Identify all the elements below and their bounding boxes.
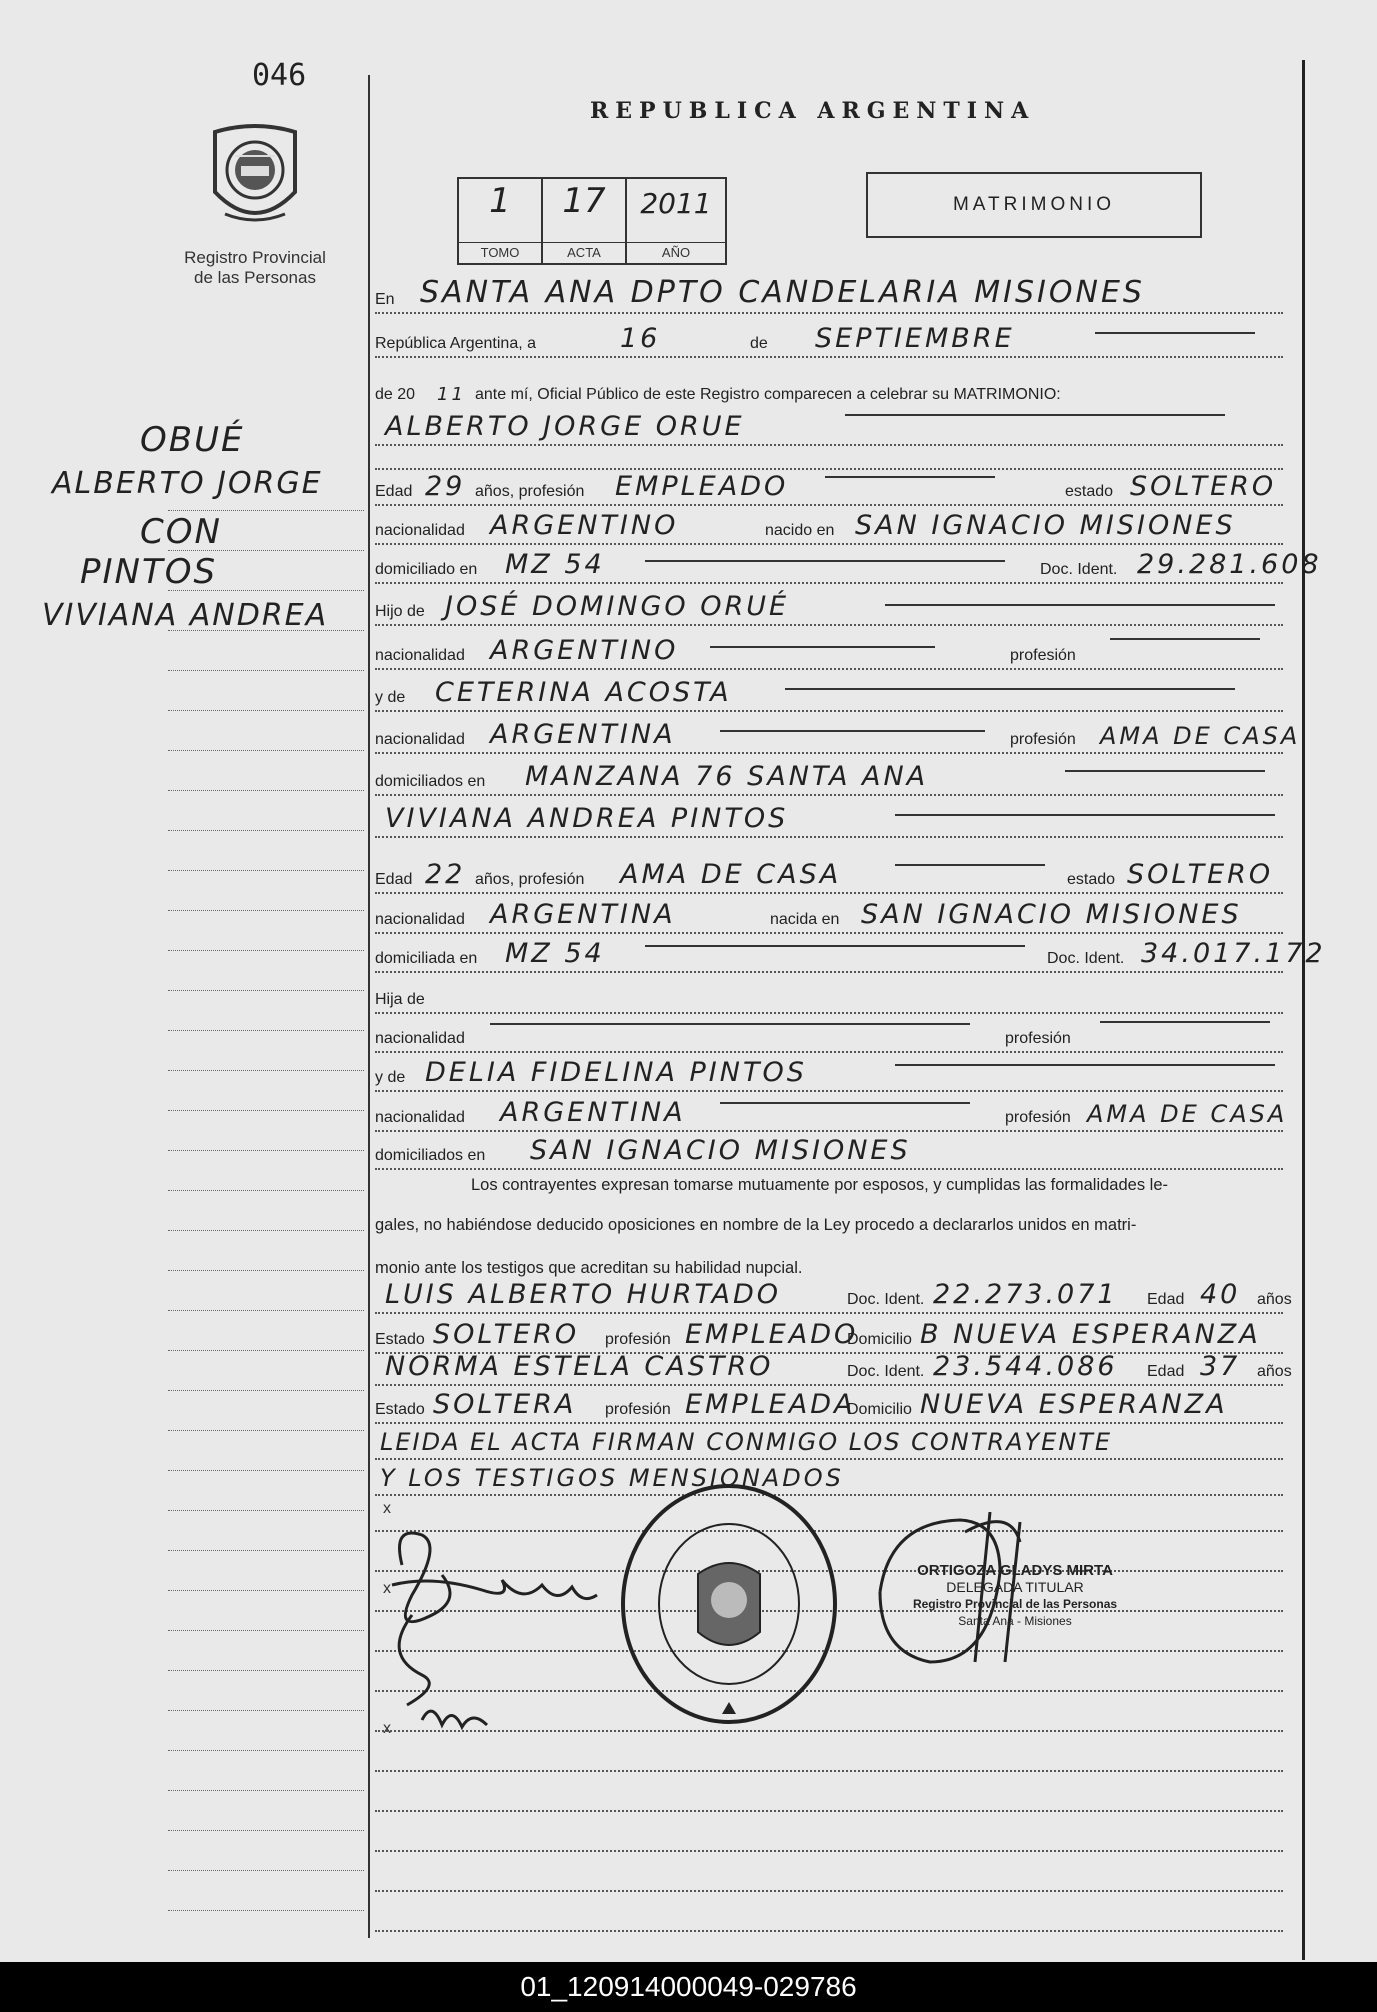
margin-rule bbox=[168, 1310, 364, 1311]
closing-row-1 bbox=[375, 1428, 1283, 1460]
tomo-value: 1 bbox=[489, 181, 511, 221]
en-label: En bbox=[375, 291, 395, 308]
closing-line-1: LEIDA EL ACTA FIRMAN CONMIGO LOS CONTRAYENTE bbox=[380, 1428, 1113, 1456]
groom-age-value: 29 bbox=[425, 471, 466, 502]
filler-dash bbox=[895, 1064, 1275, 1066]
witness2-name-value: NORMA ESTELA CASTRO bbox=[385, 1351, 774, 1382]
filler-dash bbox=[845, 414, 1225, 416]
official-name: ORTIGOZA GLADYS MIRTA bbox=[917, 1562, 1113, 1579]
profesion-label: profesión bbox=[605, 1401, 671, 1418]
doc-ident-label: Doc. Ident. bbox=[847, 1363, 925, 1380]
edad-label: Edad bbox=[1147, 1291, 1185, 1308]
bride-parents-address-value: SAN IGNACIO MISIONES bbox=[530, 1135, 911, 1166]
doc-ident-label: Doc. Ident. bbox=[1047, 950, 1125, 967]
margin-rule bbox=[168, 950, 364, 951]
bride-father-row bbox=[375, 982, 1283, 1014]
witness2-profession-value: EMPLEADA bbox=[685, 1389, 856, 1420]
domiciliado-en-label: domiciliado en bbox=[375, 561, 478, 578]
bride-address-row bbox=[375, 938, 1326, 973]
country-heading: REPUBLICA ARGENTINA bbox=[590, 98, 1036, 124]
contrayentes-signatures bbox=[372, 1505, 632, 1745]
bride-father-nationality-row bbox=[375, 1021, 1283, 1053]
groom-nationality-row bbox=[375, 510, 1283, 545]
margin-rule bbox=[168, 510, 364, 511]
witness1-name-value: LUIS ALBERTO HURTADO bbox=[385, 1279, 782, 1310]
margin-rule bbox=[168, 790, 364, 791]
edad-label: Edad bbox=[375, 483, 413, 500]
groom-birthplace-value: SAN IGNACIO MISIONES bbox=[855, 510, 1236, 541]
groom-name-value: ALBERTO JORGE ORUE bbox=[385, 411, 745, 442]
page-edge bbox=[1302, 60, 1305, 1960]
margin-rule bbox=[168, 590, 364, 591]
profesion-label: profesión bbox=[1010, 647, 1076, 664]
anios-label: años bbox=[1257, 1291, 1292, 1308]
registry-name-line2: de las Personas bbox=[194, 268, 316, 287]
nacionalidad-label: nacionalidad bbox=[375, 731, 465, 748]
official-office: Registro Provincial de las Personas bbox=[912, 1597, 1118, 1611]
witness1-status-value: SOLTERO bbox=[433, 1319, 580, 1350]
year-suffix-value: 11 bbox=[437, 384, 466, 405]
declaration-line-2: gales, no habiéndose deducido oposiciones en nombre de la Ley procedo a declararlos unidos en matri- bbox=[375, 1216, 1137, 1234]
filler-dash bbox=[1110, 638, 1260, 640]
groom-nationality-value: ARGENTINO bbox=[490, 510, 679, 541]
republica-label: República Argentina, a bbox=[375, 335, 536, 352]
filler-dash bbox=[1100, 1021, 1270, 1023]
witness1-age-value: 40 bbox=[1200, 1279, 1241, 1310]
edad-label: Edad bbox=[375, 871, 413, 888]
witness1-row bbox=[375, 1279, 1292, 1314]
witness2-address-value: NUEVA ESPERANZA bbox=[920, 1389, 1228, 1420]
margin-rule bbox=[168, 1710, 364, 1711]
bride-mother-nationality-value: ARGENTINA bbox=[500, 1097, 686, 1128]
filler-dash bbox=[645, 945, 1025, 947]
registry-name-line1: Registro Provincial bbox=[184, 248, 326, 267]
y-de-label: y de bbox=[375, 1069, 406, 1086]
nacionalidad-label: nacionalidad bbox=[375, 1109, 465, 1126]
witness2-row bbox=[375, 1351, 1292, 1386]
closing-line-2: Y LOS TESTIGOS MENSIONADOS bbox=[380, 1464, 844, 1492]
acta-box bbox=[541, 177, 627, 265]
hija-de-label: Hija de bbox=[375, 991, 425, 1008]
groom-profession-value: EMPLEADO bbox=[615, 471, 789, 502]
estado-label: estado bbox=[1067, 871, 1116, 888]
hijo-de-label: Hijo de bbox=[375, 603, 425, 620]
signature-mark: x bbox=[383, 1580, 391, 1597]
filler-dash bbox=[1095, 332, 1255, 334]
margin-rule bbox=[168, 1910, 364, 1911]
anio-box bbox=[625, 177, 727, 265]
margin-rule bbox=[168, 1510, 364, 1511]
edad-label: Edad bbox=[1147, 1363, 1185, 1380]
groom-father-nationality-value: ARGENTINO bbox=[490, 635, 679, 666]
margin-rule bbox=[168, 1150, 364, 1151]
acta-label: ACTA bbox=[543, 242, 625, 263]
filler-dash bbox=[720, 730, 985, 732]
groom-address-value: MZ 54 bbox=[505, 549, 605, 580]
groom-father-value: JOSÉ DOMINGO ORUÉ bbox=[445, 591, 790, 622]
margin-rule bbox=[168, 1630, 364, 1631]
margin-rule bbox=[168, 1590, 364, 1591]
ruled-line bbox=[375, 1900, 1283, 1932]
year-row bbox=[375, 377, 1283, 407]
margin-rule bbox=[168, 630, 364, 631]
filler-dash bbox=[720, 1102, 970, 1104]
signature-mark: x bbox=[383, 1720, 391, 1737]
blank-row bbox=[375, 438, 1283, 470]
groom-address-row bbox=[375, 549, 1322, 584]
nacida-en-label: nacida en bbox=[770, 911, 840, 928]
margin-rule bbox=[168, 1270, 364, 1271]
margin-rule bbox=[168, 670, 364, 671]
father-nationality-row bbox=[375, 635, 1283, 670]
margin-rule bbox=[168, 1870, 364, 1871]
groom-doc-value: 29.281.608 bbox=[1137, 549, 1322, 580]
bride-mother-value: DELIA FIDELINA PINTOS bbox=[425, 1057, 807, 1088]
witness1-details-row bbox=[375, 1319, 1283, 1354]
estado-label: estado bbox=[1065, 483, 1114, 500]
domiciliados-en-label: domiciliados en bbox=[375, 1147, 486, 1164]
profesion-label: profesión bbox=[605, 1331, 671, 1348]
bride-mother-nationality-row bbox=[375, 1097, 1288, 1132]
profesion-label: profesión bbox=[1005, 1109, 1071, 1126]
round-registry-seal bbox=[618, 1482, 840, 1726]
bride-nationality-row bbox=[375, 899, 1283, 934]
margin-note-groom-names: ALBERTO JORGE bbox=[52, 466, 323, 501]
domicilio-label: Domicilio bbox=[847, 1331, 912, 1348]
filler-dash bbox=[825, 476, 995, 478]
acta-value: 17 bbox=[562, 181, 606, 221]
signature-mark: x bbox=[383, 1500, 391, 1517]
margin-rule bbox=[168, 1350, 364, 1351]
bride-age-row bbox=[375, 859, 1283, 894]
margin-rule bbox=[168, 910, 364, 911]
domiciliada-en-label: domiciliada en bbox=[375, 950, 478, 967]
official-stamp bbox=[895, 1562, 1135, 1630]
anios-profesion-label: años, profesión bbox=[475, 871, 585, 888]
witness1-address-value: B NUEVA ESPERANZA bbox=[920, 1319, 1261, 1350]
margin-rule bbox=[168, 1470, 364, 1471]
bride-parents-address-row bbox=[375, 1135, 1283, 1170]
margin-rule bbox=[168, 550, 364, 551]
margin-rule bbox=[168, 710, 364, 711]
filler-dash bbox=[785, 688, 1235, 690]
nacionalidad-label: nacionalidad bbox=[375, 911, 465, 928]
anios-profesion-label: años, profesión bbox=[475, 483, 585, 500]
ruled-line bbox=[375, 1820, 1283, 1852]
groom-status-value: SOLTERO bbox=[1130, 471, 1277, 502]
bride-name-value: VIVIANA ANDREA PINTOS bbox=[385, 803, 789, 834]
mother-nationality-row bbox=[375, 719, 1301, 754]
groom-age-row bbox=[375, 471, 1283, 506]
filler-dash bbox=[490, 1023, 970, 1025]
margin-rule bbox=[168, 1230, 364, 1231]
date-row bbox=[375, 323, 1283, 358]
bride-mother-profession-value: AMA DE CASA bbox=[1087, 1100, 1288, 1128]
filler-dash bbox=[885, 604, 1275, 606]
place-row bbox=[375, 275, 1283, 314]
ante-mi-label: ante mí, Oficial Público de este Registro comparecen a celebrar su MATRIMONIO: bbox=[475, 386, 1061, 403]
ruled-line bbox=[375, 1780, 1283, 1812]
bride-mother-row bbox=[375, 1057, 1283, 1092]
day-value: 16 bbox=[620, 323, 661, 354]
margin-rule bbox=[168, 1750, 364, 1751]
nacido-en-label: nacido en bbox=[765, 522, 835, 539]
official-place: Santa Ana - Misiones bbox=[958, 1614, 1072, 1628]
registry-name bbox=[160, 248, 350, 288]
estado-label: Estado bbox=[375, 1401, 425, 1418]
witness2-age-value: 37 bbox=[1200, 1351, 1241, 1382]
filler-dash bbox=[710, 646, 935, 648]
bride-nationality-value: ARGENTINA bbox=[490, 899, 676, 930]
margin-note-bride-surname: PINTOS bbox=[80, 552, 218, 592]
ruled-line bbox=[375, 1860, 1283, 1892]
bride-birthplace-value: SAN IGNACIO MISIONES bbox=[861, 899, 1242, 930]
margin-note-con: CON bbox=[140, 512, 222, 552]
act-type-box: MATRIMONIO bbox=[866, 172, 1202, 238]
margin-rule bbox=[168, 1430, 364, 1431]
groom-mother-value: CETERINA ACOSTA bbox=[435, 677, 732, 708]
margin-note-surname: OBUÉ bbox=[140, 420, 245, 460]
groom-mother-row bbox=[375, 677, 1283, 712]
anio-label: AÑO bbox=[627, 242, 725, 263]
margin-rule bbox=[168, 1390, 364, 1391]
domiciliados-en-label: domiciliados en bbox=[375, 773, 486, 790]
margin-rule bbox=[168, 830, 364, 831]
profesion-label: profesión bbox=[1010, 731, 1076, 748]
groom-parents-address-row bbox=[375, 761, 1283, 796]
nacionalidad-label: nacionalidad bbox=[375, 522, 465, 539]
witness1-doc-value: 22.273.071 bbox=[933, 1279, 1118, 1310]
folio-number: 046 bbox=[252, 58, 307, 93]
bride-status-value: SOLTERO bbox=[1127, 859, 1274, 890]
doc-ident-label: Doc. Ident. bbox=[847, 1291, 925, 1308]
margin-rule bbox=[168, 1110, 364, 1111]
filler-dash bbox=[895, 864, 1045, 866]
tomo-label: TOMO bbox=[459, 242, 541, 263]
margin-rule bbox=[168, 1790, 364, 1791]
bride-address-value: MZ 54 bbox=[505, 938, 605, 969]
nacionalidad-label: nacionalidad bbox=[375, 647, 465, 664]
groom-father-row bbox=[375, 591, 1283, 626]
groom-mother-nationality-value: ARGENTINA bbox=[490, 719, 676, 750]
margin-rule bbox=[168, 990, 364, 991]
document-id-bar: 01_120914000049-029786 bbox=[0, 1962, 1377, 2012]
witness2-status-value: SOLTERA bbox=[433, 1389, 577, 1420]
doc-ident-label: Doc. Ident. bbox=[1040, 561, 1118, 578]
margin-rule bbox=[168, 870, 364, 871]
declaration-line-3: monio ante los testigos que acreditan su habilidad nupcial. bbox=[375, 1259, 803, 1277]
bride-profession-value: AMA DE CASA bbox=[620, 859, 842, 890]
margin-rule bbox=[168, 1550, 364, 1551]
margin-rule bbox=[168, 750, 364, 751]
margin-rule bbox=[168, 1030, 364, 1031]
bride-name-row bbox=[375, 803, 1283, 838]
margin-divider bbox=[368, 75, 370, 1938]
anios-label: años bbox=[1257, 1363, 1292, 1380]
bride-doc-value: 34.017.172 bbox=[1141, 938, 1326, 969]
margin-rule bbox=[168, 1830, 364, 1831]
de-label: de bbox=[750, 335, 768, 352]
filler-dash bbox=[645, 560, 1005, 562]
bride-age-value: 22 bbox=[425, 859, 466, 890]
declaration-line-1: Los contrayentes expresan tomarse mutuamente por esposos, y cumplidas las formalidades le- bbox=[471, 1176, 1169, 1194]
margin-note-bride-names: VIVIANA ANDREA bbox=[42, 598, 329, 633]
filler-dash bbox=[1065, 770, 1265, 772]
filler-dash bbox=[895, 814, 1275, 816]
month-value: SEPTIEMBRE bbox=[815, 323, 1015, 354]
groom-parents-address-value: MANZANA 76 SANTA ANA bbox=[525, 761, 929, 792]
witness2-details-row bbox=[375, 1389, 1283, 1424]
y-de-label: y de bbox=[375, 689, 406, 706]
provincial-seal-icon bbox=[205, 122, 305, 234]
witness1-profession-value: EMPLEADO bbox=[685, 1319, 859, 1350]
margin-rule bbox=[168, 1070, 364, 1071]
official-role: DELEGADA TITULAR bbox=[946, 1579, 1084, 1595]
domicilio-label: Domicilio bbox=[847, 1401, 912, 1418]
estado-label: Estado bbox=[375, 1331, 425, 1348]
nacionalidad-label: nacionalidad bbox=[375, 1030, 465, 1047]
margin-rule bbox=[168, 1670, 364, 1671]
profesion-label: profesión bbox=[1005, 1030, 1071, 1047]
tomo-box bbox=[457, 177, 543, 265]
groom-mother-profession-value: AMA DE CASA bbox=[1100, 722, 1301, 750]
place-value: SANTA ANA DPTO CANDELARIA MISIONES bbox=[420, 275, 1145, 310]
margin-rule bbox=[168, 1190, 364, 1191]
witness2-doc-value: 23.544.086 bbox=[933, 1351, 1118, 1382]
anio-value: 2011 bbox=[640, 187, 712, 220]
de20-label: de 20 bbox=[375, 386, 416, 403]
